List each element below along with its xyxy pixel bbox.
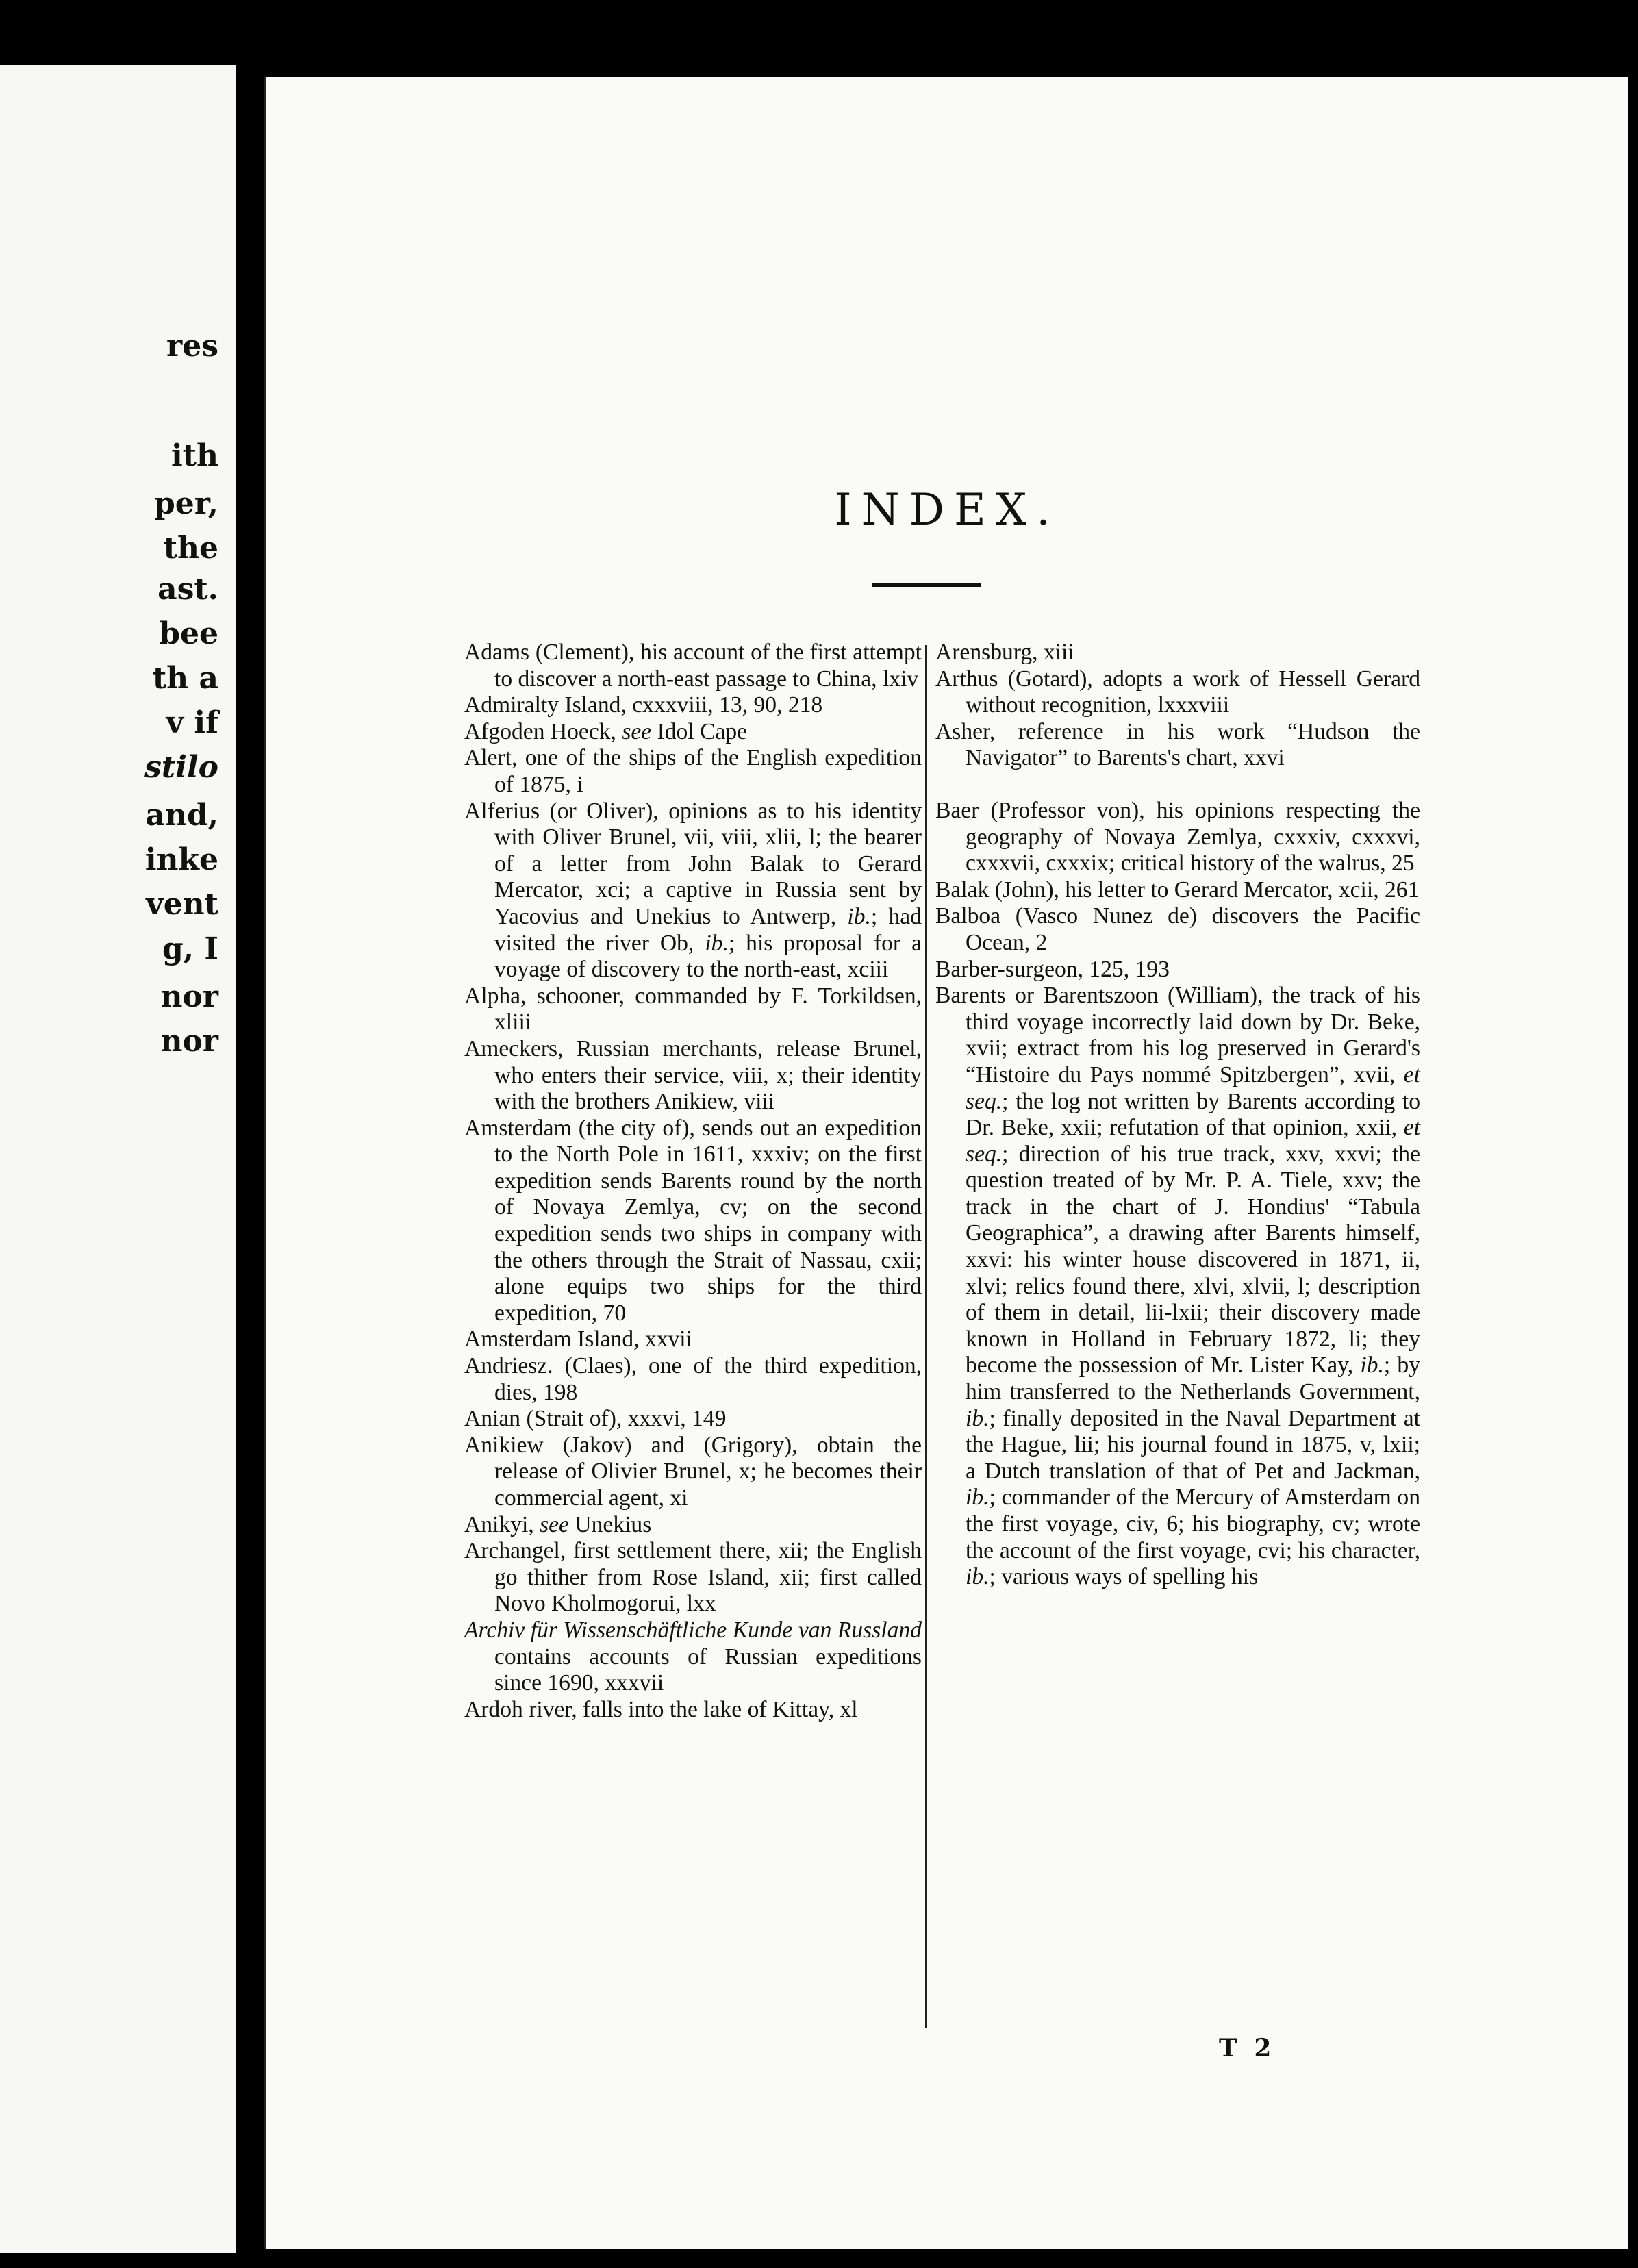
index-entry: Alpha, schooner, commanded by F. Torkildsen, xliii: [464, 983, 922, 1035]
index-entry: Barber-surgeon, 125, 193: [935, 956, 1170, 982]
facing-page-text-fragment: v if: [166, 705, 218, 740]
facing-page-text-fragment: nor: [160, 1024, 218, 1059]
index-entry: Archangel, first settlement there, xii; the English go thither from Rose Island, xii; first called Novo Kholmogorui, lxx: [464, 1538, 922, 1617]
index-entry: Ameckers, Russian merchants, release Brunel, who enters their service, viii, x; their identity with the brothers Anikiew, viii: [464, 1035, 922, 1115]
index-entry: Anikyi, see Unekius: [464, 1511, 652, 1537]
facing-page-text-fragment: bee: [159, 616, 218, 651]
facing-page-text-fragment: g, I: [162, 931, 218, 966]
index-entry: Anian (Strait of), xxxvi, 149: [464, 1406, 727, 1432]
index-entry: Afgoden Hoeck, see Idol Cape: [464, 718, 748, 744]
facing-page-text-fragment: inke: [144, 842, 218, 877]
index-entry: Archiv für Wissenschäftliche Kunde van Russland contains accounts of Russian expeditions since 1690, xxxvii: [464, 1617, 922, 1696]
column-divider: [925, 645, 927, 2028]
index-entry: Anikiew (Jakov) and (Grigory), obtain the release of Olivier Brunel, x; he becomes their commercial agent, xi: [464, 1432, 922, 1511]
index-entry: Admiralty Island, cxxxviii, 13, 90, 218: [464, 692, 823, 718]
index-page: [264, 77, 1628, 2249]
index-entry: Amsterdam (the city of), sends out an expedition to the North Pole in 1611, xxxiv; on the first expedition sends Barents round by the north of Novaya Zemlya, cv; on the second expedition sends two ships in company with the others through the Strait of Nassau, cxii; alone equips two ships for the third expedition, 70: [464, 1115, 922, 1326]
page-title: INDEX.: [834, 485, 1060, 536]
index-entry: Barents or Barentszoon (William), the track of his third voyage incorrectly laid down by Dr. Beke, xvii; extract from his log preserved in Gerard's “Histoire du Pays nommé Spitzbergen”, xvii, et seq.; the log not written by Barents according to Dr. Beke, xxii; refutation of that opinion, xxii, et seq.; direction of his true track, xxv, xxvi; the question treated of by Mr. P. A. Tiele, xxv; the track in the chart of J. Hondius' “Tabula Geographica”, a drawing after Barents himself, xxvi: his winter house discovered in 1871, ii, xlvi; relics found there, xlvi, xlvii, l; description of them in detail, lii-lxii; their discovery made known in Holland in February 1872, li; they become the possession of Mr. Lister Kay, ib.; by him transferred to the Netherlands Government, ib.; finally deposited in the Naval Department at the Hague, lii; his journal found in 1875, v, lxii; a Dutch translation of that of Pet and Jackman, ib.; commander of the Mercury of Amsterdam on the first voyage, civ, 6; his biography, cv; wrote the account of the first voyage, cvi; his character, ib.; various ways of spelling his: [935, 983, 1420, 1590]
facing-page-text-fragment: vent: [146, 887, 218, 922]
index-entry: Adams (Clement), his account of the first attempt to discover a north-east passage to China, lxiv: [464, 640, 922, 692]
facing-page-text-fragment: ith: [171, 438, 218, 473]
index-entry: Amsterdam Island, xxvii: [464, 1326, 692, 1352]
facing-page-fragment: [0, 65, 236, 2253]
index-column-right: [935, 640, 1420, 1591]
facing-page-text-fragment: ast.: [158, 572, 218, 607]
index-entry: Balak (John), his letter to Gerard Mercator, xcii, 261: [935, 877, 1420, 903]
signature-mark: T 2: [1219, 2034, 1276, 2063]
index-entry: Alferius (or Oliver), opinions as to his identity with Oliver Brunel, vii, viii, xlii, l; the bearer of a letter from John Balak to Gerard Mercator, xci; a captive in Russia sent by Yacovius and Unekius to Antwerp, ib.; had visited the river Ob, ib.; his proposal for a voyage of discovery to the north-east, xciii: [464, 798, 922, 983]
index-entry: Alert, one of the ships of the English expedition of 1875, i: [464, 745, 922, 797]
index-entry: Arensburg, xiii: [935, 640, 1074, 665]
facing-page-text-fragment: nor: [160, 979, 218, 1014]
facing-page-text-fragment: th a: [152, 661, 218, 696]
index-column-left: [464, 640, 922, 1723]
index-entry: Asher, reference in his work “Hudson the Navigator” to Barents's chart, xxvi: [935, 718, 1420, 771]
index-entry: Arthus (Gotard), adopts a work of Hessell Gerard without recognition, lxxxviii: [935, 666, 1420, 718]
index-entry: Baer (Professor von), his opinions respecting the geography of Novaya Zemlya, cxxxiv, cxxxvi, cxxxvii, cxxxix; critical history of the walrus, 25: [935, 797, 1420, 877]
facing-page-text-fragment: res: [166, 329, 218, 364]
facing-page-text-fragment: stilo: [144, 750, 218, 785]
facing-page-text-fragment: and,: [145, 798, 218, 833]
facing-page-text-fragment: per,: [153, 486, 218, 521]
index-entry: Andriesz. (Claes), one of the third expedition, dies, 198: [464, 1353, 922, 1405]
facing-page-text-fragment: the: [163, 531, 218, 566]
index-entry: Ardoh river, falls into the lake of Kittay, xl: [464, 1696, 858, 1722]
index-entry: Balboa (Vasco Nunez de) discovers the Pacific Ocean, 2: [935, 903, 1420, 955]
title-rule: [872, 583, 981, 587]
